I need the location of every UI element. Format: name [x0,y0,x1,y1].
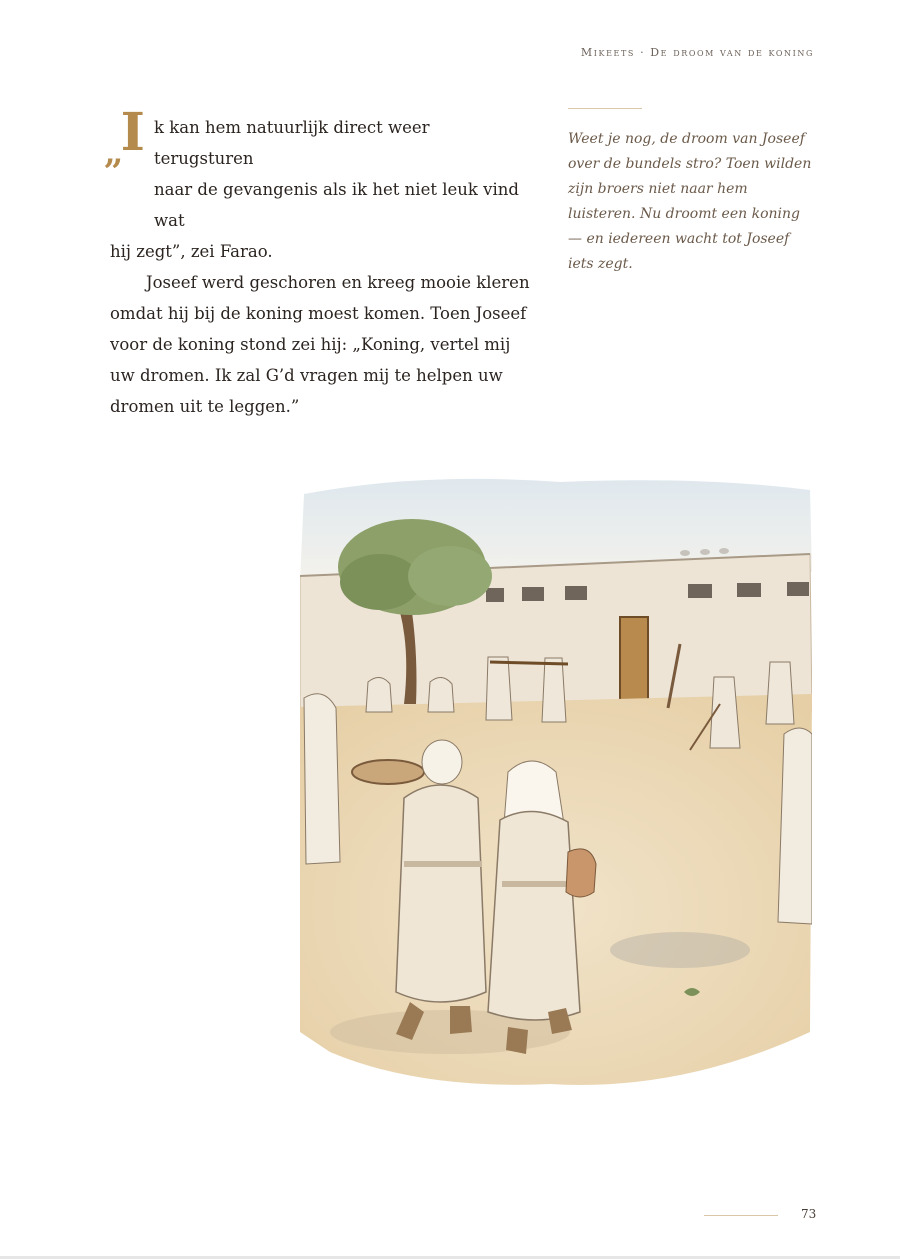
drop-cap [104,102,145,173]
page-number: 73 [801,1207,817,1221]
drop-cap-quote: „ [104,133,121,173]
drop-cap-letter: I [120,102,145,163]
paragraph-1-line-1: k kan hem natuurlijk direct weer terugsturen [154,118,430,168]
footer-rule [704,1215,778,1216]
paragraph-1-line-3: hij zegt”, zei Farao. [110,242,273,261]
paragraph-1 [104,102,532,236]
figure-right-edge [778,728,812,924]
paragraph-1-line-2: naar de gevangenis als ik het niet leuk vind wat [154,180,519,230]
paragraph-2: Joseef werd geschoren en kreeg mooie kleren omdat hij bij de koning moest komen. Toen Joseef voor de koning stond zei hij: „Koning, vertel mij uw dromen. Ik zal G’d vragen mij te helpen uw dromen uit te leggen.” [110,273,530,416]
wooden-door [620,617,648,703]
courtyard-illustration [300,472,812,1092]
sidenote: Weet je nog, de droom van Joseef over de bundels stro? Toen wilden zijn broers niet naar hem luisteren. Nu droomt een koning — en iedereen wacht tot Joseef iets zegt. [568,131,812,272]
main-text [104,102,532,422]
figure-left-edge [304,694,340,864]
sidenote-rule [568,108,642,109]
running-header: Mikeets · De droom van de koning [580,46,814,59]
